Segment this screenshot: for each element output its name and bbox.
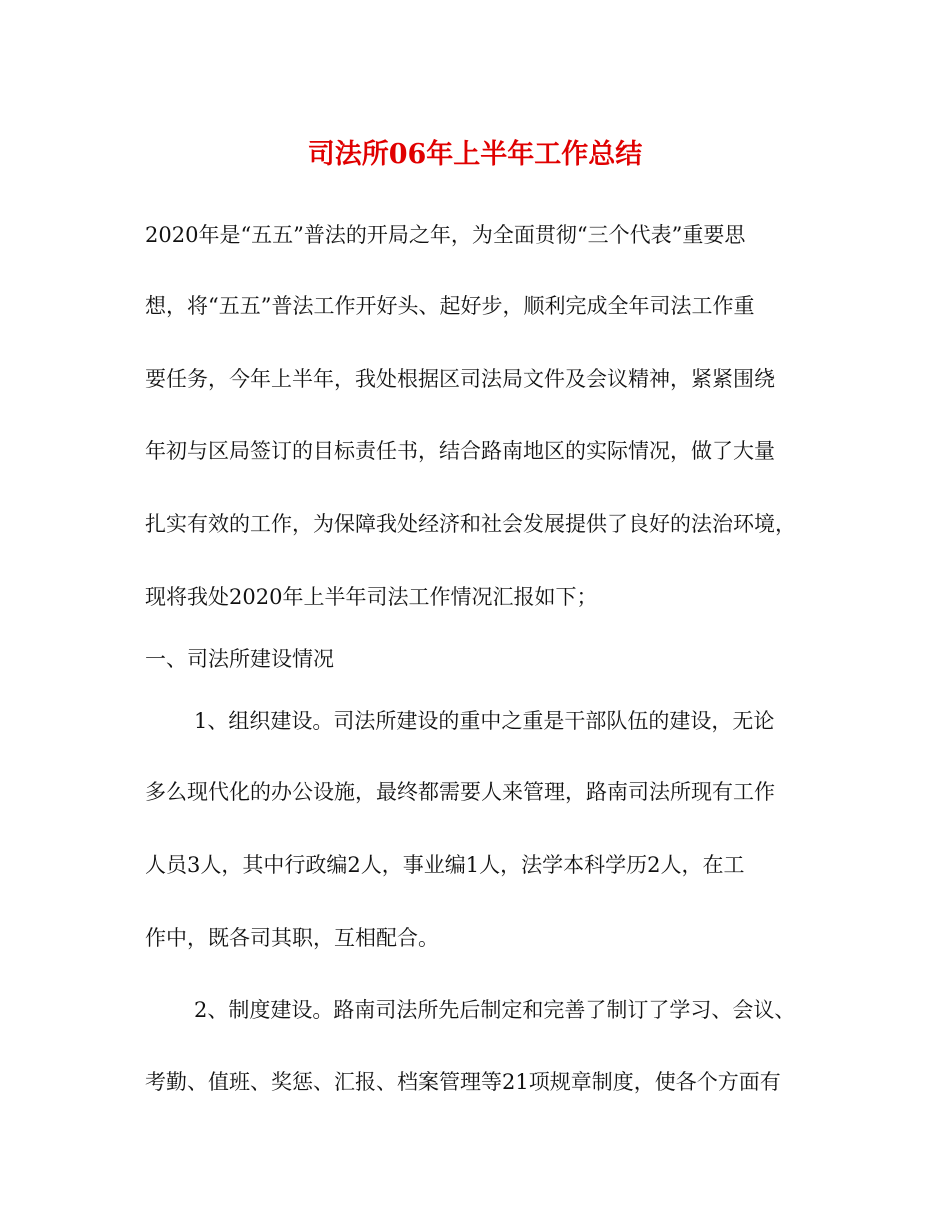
paragraph-line: 现将我处2020年上半年司法工作情况汇报如下； [145,585,598,609]
paragraph-line: 想，将“五五”普法工作开好头、起好步，顺利完成全年司法工作重 [145,294,755,318]
paragraph-line: 多么现代化的办公设施，最终都需要人来管理，路南司法所现有工作 [145,780,775,804]
paragraph-line: 作中，既各司其职，互相配合。 [145,926,439,950]
paragraph-line: 年初与区局签订的目标责任书，结合路南地区的实际情况，做了大量 [145,439,775,463]
paragraph-line: 要任务，今年上半年，我处根据区司法局文件及会议精神，紧紧围绕 [145,367,775,391]
section-heading: 一、司法所建设情况 [145,647,334,671]
paragraph-line: 考勤、值班、奖惩、汇报、档案管理等21项规章制度，使各个方面有 [145,1070,781,1094]
paragraph-line: 2020年是“五五”普法的开局之年，为全面贯彻“三个代表”重要思 [145,223,746,247]
paragraph-line: 2、制度建设。路南司法所先后制定和完善了制订了学习、会议、 [194,998,796,1022]
paragraph-line: 扎实有效的工作，为保障我处经济和社会发展提供了良好的法治环境， [145,512,796,536]
paragraph-line: 1、组织建设。司法所建设的重中之重是干部队伍的建设，无论 [194,709,775,733]
paragraph-line: 人员3人，其中行政编2人，事业编1人，法学本科学历2人，在工 [145,853,745,877]
document-title: 司法所06年上半年工作总结 [307,139,643,170]
